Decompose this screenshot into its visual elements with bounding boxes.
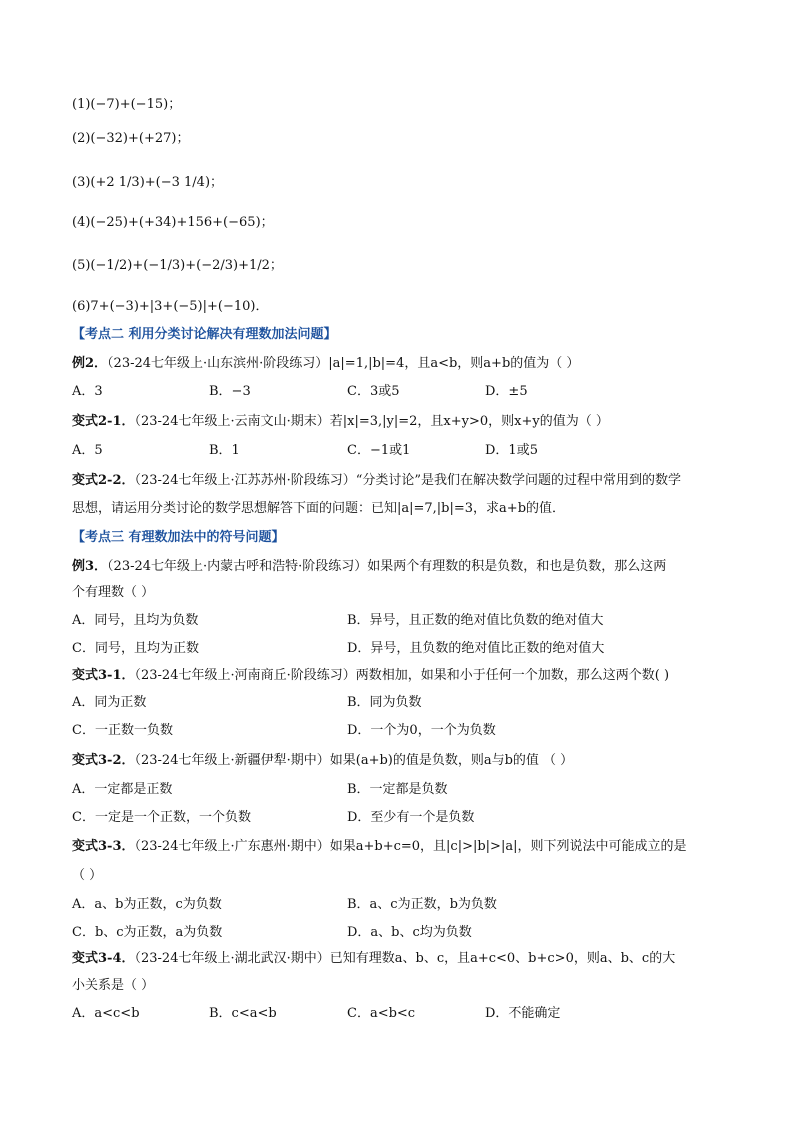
- variant-2-2-label: 变式2-2．: [72, 473, 135, 488]
- variant-3-2-option-c: C．一定是一个正数，一个负数: [72, 810, 251, 825]
- example-3-text-1: （23-24七年级上·内蒙古呼和浩特·阶段练习）如果两个有理数的积是负数，和也是负数，那么这两: [107, 559, 667, 574]
- variant-3-2-option-a: A．一定都是正数: [72, 782, 173, 797]
- variant-2-1: [72, 413, 609, 431]
- exercise-3: (3)(+2 1/3)+(−3 1/4)；: [72, 175, 224, 190]
- variant-2-2: [72, 472, 681, 490]
- variant-2-1-text: （23-24七年级上·云南文山·期末）若|x|=3,|y|=2，且x+y>0，则x+y的值为（ ）: [134, 414, 609, 429]
- variant-2-1-label: 变式2-1．: [72, 414, 135, 429]
- variant-3-3-label: 变式3-3．: [72, 839, 135, 854]
- example-3: [72, 558, 666, 576]
- variant-3-4-option-a: A．a<c<b: [72, 1006, 140, 1021]
- variant-2-2-text-1: （23-24七年级上·江苏苏州·阶段练习）“分类讨论”是我们在解决数学问题的过程中常用到的数学: [134, 473, 682, 488]
- variant-3-3-option-d: D．a、b、c均为负数: [347, 925, 472, 940]
- variant-3-4-option-c: C．a<b<c: [347, 1006, 416, 1021]
- exercise-2: (2)(−32)+(+27)；: [72, 131, 190, 146]
- example-3-option-b: B．异号，且正数的绝对值比负数的绝对值大: [347, 613, 604, 628]
- variant-3-4-label: 变式3-4．: [72, 951, 135, 966]
- variant-3-2-label: 变式3-2．: [72, 753, 135, 768]
- exercise-1: (1)(−7)+(−15)；: [72, 97, 182, 112]
- variant-2-1-option-a: A．5: [72, 443, 103, 458]
- variant-3-2: [72, 752, 573, 770]
- variant-3-3-text-2: （ ）: [72, 868, 103, 883]
- variant-3-1-option-c: C．一正数一负数: [72, 723, 173, 738]
- variant-3-1-text: （23-24七年级上·河南商丘·阶段练习）两数相加，如果和小于任何一个加数，那么这两个数( ): [134, 668, 670, 683]
- variant-3-3-option-b: B．a、c为正数，b为负数: [347, 897, 497, 912]
- example-2-option-d: D．±5: [485, 384, 528, 399]
- example-2-option-c: C．3或5: [347, 384, 400, 399]
- example-3-option-d: D．异号，且负数的绝对值比正数的绝对值大: [347, 641, 605, 656]
- variant-3-3-text-1: （23-24七年级上·广东惠州·期中）如果a+b+c=0，且|c|>|b|>|a|，则下列说法中可能成立的是: [134, 839, 687, 854]
- variant-2-1-option-c: C．−1或1: [347, 443, 411, 458]
- variant-3-4-option-b: B．c<a<b: [209, 1006, 277, 1021]
- variant-3-1: [72, 667, 669, 685]
- example-3-option-c: C．同号，且均为正数: [72, 641, 199, 656]
- variant-3-4-option-d: D．不能确定: [485, 1006, 561, 1021]
- section-2-title: 【考点二 利用分类讨论解决有理数加法问题】: [72, 327, 337, 342]
- variant-3-1-option-a: A．同为正数: [72, 695, 147, 710]
- variant-3-1-option-b: B．同为负数: [347, 695, 422, 710]
- example-3-label: 例3．: [72, 559, 108, 574]
- exercise-4: (4)(−25)+(+34)+156+(−65)；: [72, 215, 274, 230]
- variant-3-2-option-b: B．一定都是负数: [347, 782, 448, 797]
- variant-3-3-option-a: A．a、b为正数，c为负数: [72, 897, 222, 912]
- example-3-option-a: A．同号，且均为负数: [72, 613, 199, 628]
- variant-2-2-text-2: 思想，请运用分类讨论的数学思想解答下面的问题：已知|a|=7,|b|=3，求a+b的值．: [72, 501, 566, 516]
- variant-3-4-text-2: 小关系是（ ）: [72, 978, 155, 993]
- variant-3-4-text-1: （23-24七年级上·湖北武汉·期中）已知有理数a、b、c，且a+c<0、b+c>0，则a、b、c的大: [134, 951, 676, 966]
- variant-3-2-option-d: D．至少有一个是负数: [347, 810, 475, 825]
- example-2: [72, 355, 579, 373]
- variant-2-1-option-d: D．1或5: [485, 443, 538, 458]
- variant-3-3-option-c: C．b、c为正数，a为负数: [72, 925, 223, 940]
- variant-3-1-option-d: D．一个为0，一个为负数: [347, 723, 496, 738]
- exercise-5: (5)(−1/2)+(−1/3)+(−2/3)+1/2；: [72, 258, 283, 273]
- example-2-text: （23-24七年级上·山东滨州·阶段练习）|a|=1,|b|=4，且a<b，则a+b的值为（ ）: [107, 356, 580, 371]
- section-3-title: 【考点三 有理数加法中的符号问题】: [72, 530, 285, 545]
- example-3-text-2: 个有理数（ ）: [72, 585, 155, 600]
- variant-2-1-option-b: B．1: [209, 443, 240, 458]
- exercise-6: (6)7+(−3)+|3+(−5)|+(−10)．: [72, 299, 269, 314]
- variant-3-1-label: 变式3-1．: [72, 668, 135, 683]
- example-2-label: 例2．: [72, 356, 108, 371]
- variant-3-2-text: （23-24七年级上·新疆伊犁·期中）如果(a+b)的值是负数，则a与b的值 （ ）: [134, 753, 574, 768]
- variant-3-3: [72, 838, 686, 856]
- variant-3-4: [72, 950, 675, 968]
- example-2-option-a: A．3: [72, 384, 103, 399]
- example-2-option-b: B．−3: [209, 384, 251, 399]
